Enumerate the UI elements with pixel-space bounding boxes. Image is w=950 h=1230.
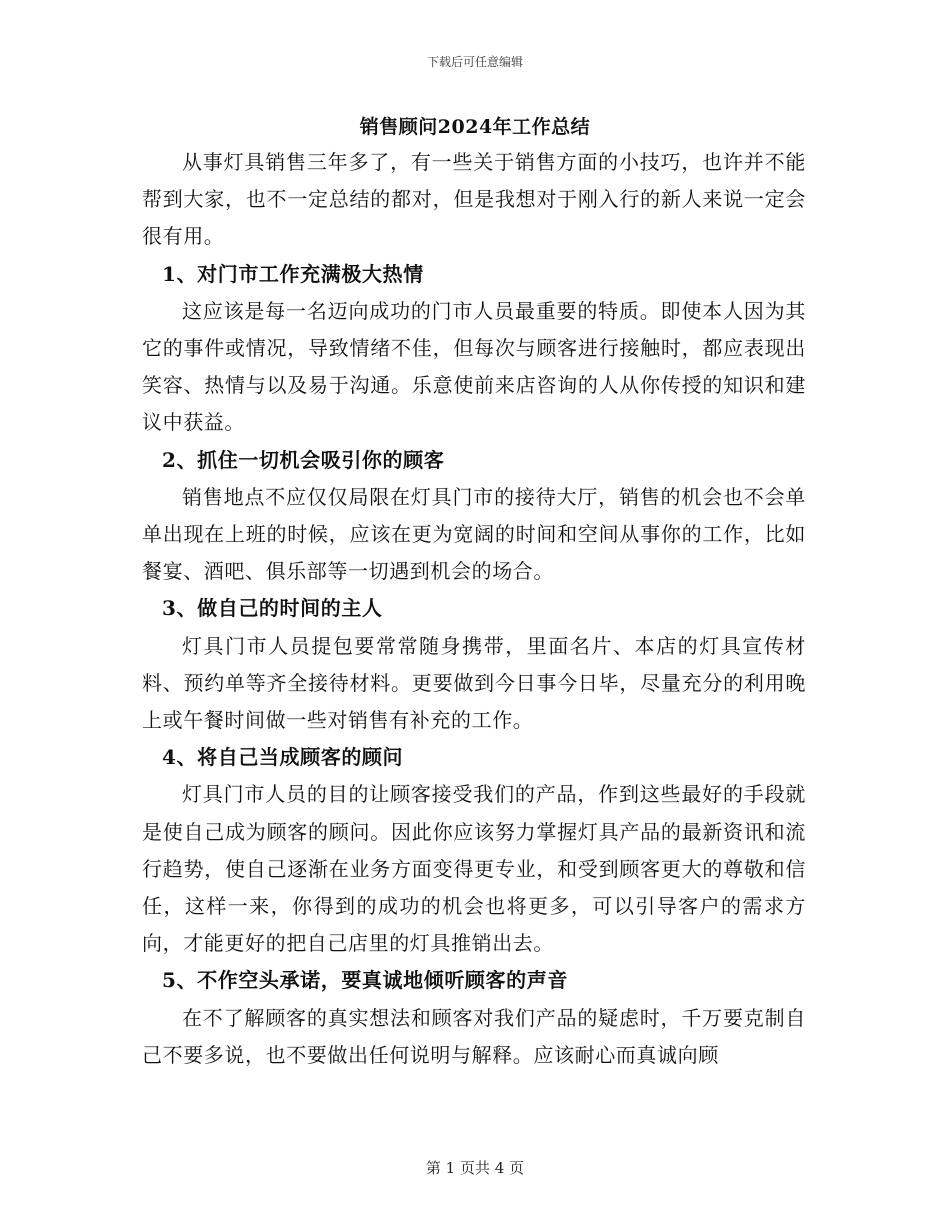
section-paragraph-5: 在不了解顾客的真实想法和顾客对我们产品的疑虑时，千万要克制自己不要多说，也不要做出任何说明与解释。应该耐心而真诚向顾 [142,1005,806,1067]
page-footer: 第 1 页共 4 页 [425,1159,525,1177]
document-body [142,144,806,1074]
section-paragraph-4: 灯具门市人员的目的让顾客接受我们的产品，作到这些最好的手段就是使自己成为顾客的顾问。因此你应该努力掌握灯具产品的最新资讯和流行趋势，使自己逐渐在业务方面变得更专业，和受到顾客更大的尊敬和信任，这样一来，你得到的成功的机会也将更多，可以引导客户的需求方向，才能更好的把自己店里的灯具推销出去。 [142,782,806,956]
section-paragraph-1: 这应该是每一名迈向成功的门市人员最重要的特质。即使本人因为其它的事件或情况，导致情绪不佳，但每次与顾客进行接触时，都应表现出笑容、热情与以及易于沟通。乐意使前来店咨询的人从你传授的知识和建议中获益。 [142,298,806,435]
document-title: 销售顾问2024年工作总结 [359,116,591,138]
intro-paragraph: 从事灯具销售三年多了，有一些关于销售方面的小技巧，也许并不能帮到大家，也不一定总结的都对，但是我想对于刚入行的新人来说一定会很有用。 [142,150,806,249]
section-paragraph-3: 灯具门市人员提包要常常随身携带，里面名片、本店的灯具宣传材料、预约单等齐全接待材料。更要做到今日事今日毕，尽量充分的利用晚上或午餐时间做一些对销售有补充的工作。 [142,633,806,733]
section-heading-5: 5、不作空头承诺，要真诚地倾听顾客的声音 [162,968,568,993]
header-note: 下载后可任意编辑 [426,55,523,69]
section-heading-2: 2、抓住一切机会吸引你的顾客 [162,447,445,472]
section-heading-3: 3、做自己的时间的主人 [162,596,383,621]
section-heading-1: 1、对门市工作充满极大热情 [162,261,424,286]
section-paragraph-2: 销售地点不应仅仅局限在灯具门市的接待大厅，销售的机会也不会单单出现在上班的时候，应该在更为宽阔的时间和空间从事你的工作，比如餐宴、酒吧、俱乐部等一切遇到机会的场合。 [142,484,806,584]
section-heading-4: 4、将自己当成顾客的顾问 [162,745,404,770]
